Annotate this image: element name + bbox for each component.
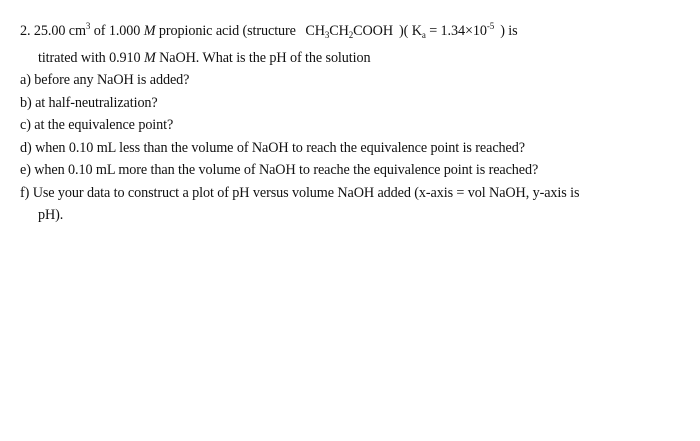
acid-name: propionic acid (structure	[158, 23, 296, 39]
part-b: b) at half-neutralization?	[20, 94, 158, 111]
problem-number: 2.	[20, 23, 31, 39]
part-c: c) at the equivalence point?	[20, 117, 174, 133]
volume-exponent: 3	[85, 21, 91, 31]
acid-volume: 25.00 cm	[33, 23, 86, 39]
part-f-continuation: pH).	[38, 207, 64, 223]
acid-concentration: of 1.000	[93, 23, 141, 39]
part-e: e) when 0.10 mL more than the volume of NaOH to reache the equivalence point is reached?	[20, 162, 539, 178]
part-f: f) Use your data to construct a plot of pH versus volume NaOH added (x-axis = vol NaOH, y-axis is	[20, 184, 580, 201]
problem-line-1	[20, 15, 680, 47]
acid-formula: $CH_3CH_2COOH$	[305, 23, 393, 40]
part-d: d) when 0.10 mL less than the volume of NaOH to reach the equivalence point is reached?	[20, 139, 525, 156]
paren-separator: )(	[398, 23, 409, 39]
problem-text	[20, 15, 680, 227]
molarity-symbol: M	[143, 23, 156, 39]
is-text: ) is	[500, 23, 518, 39]
problem-line-2: titrated with 0.910 M NaOH. What is the pH of the solution	[38, 49, 371, 66]
part-a: a) before any NaOH is added?	[20, 72, 190, 88]
ka-expression: $K_a = 1.34\times 10^{-5}$	[411, 21, 495, 40]
